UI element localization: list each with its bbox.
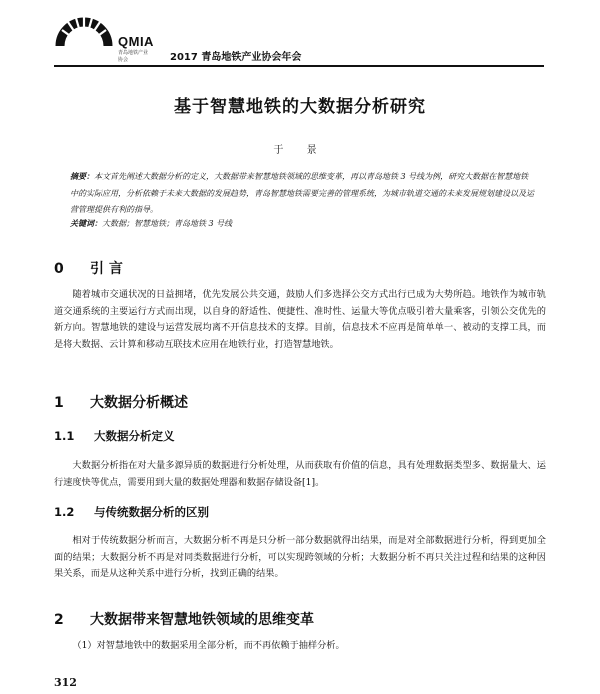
section-title: 大数据分析概述 (90, 395, 188, 411)
section-title: 引 言 (90, 261, 123, 277)
abstract (70, 168, 536, 219)
paragraph-intro: 随着城市交通状况的日益拥堵，优先发展公共交通，鼓励人们多选择公交方式出行已成为大势所趋。地铁作为城市轨道交通系统的主要运行方式而出现，以自身的舒适性、便捷性、准时性、运量大等优点吸引着大量乘客，引领公交优先的新方向。智慧地铁的建设与运营发展均离不开信息技术的支撑。目前，信息技术不应再是简单单一、被动的支撑工具，而是将大数据、云计算和移动互联技术应用在地铁行业，打造智慧地铁。 (54, 289, 546, 350)
subsection-heading-1-2 (54, 504, 209, 520)
abstract-text: 本文首先阐述大数据分析的定义，大数据带来智慧地铁领域的思维变革，再以青岛地铁 3 号线为例，研究大数据在智慧地铁中的实际应用，分析依赖于未来大数据的发展趋势，青岛智慧地铁需要完善的管理系统，为城市轨道交通的未来发展规划建设以及运营管理提供有利的指导。 (70, 172, 534, 214)
conference-name: 2017 青岛地铁产业协会年会 (170, 52, 302, 63)
subsection-number: 1.2 (54, 505, 75, 519)
keywords (70, 218, 536, 229)
subsection-title: 与传统数据分析的区别 (94, 505, 209, 519)
paragraph-difference: 相对于传统数据分析而言，大数据分析不再是只分析一部分数据就得出结果，而是对全部数据进行分析，得到更加全面的结果；大数据分析不再是对同类数据进行分析，可以实现跨领域的分析；大数据分析不再只关注过程和结果的这种因果关系，而是从这种关系中进行分析，找到正确的结果。 (54, 535, 546, 579)
subsection-heading-1-1 (54, 428, 175, 444)
author: 于 景 (273, 145, 327, 156)
header-divider (54, 65, 544, 67)
section-number: 0 (54, 261, 64, 277)
paragraph-thinking-change: （1）对智慧地铁中的数据采用全部分析，而不再依赖于抽样分析。 (72, 640, 345, 651)
abstract-label: 摘要： (70, 171, 94, 181)
page-number: 312 (54, 676, 77, 689)
paragraph-definition: 大数据分析指在对大量多源异质的数据进行分析处理，从而获取有价值的信息，具有处理数据类型多、数据量大、运行速度快等优点，需要用到大量的数据处理器和数据存储设备[1]。 (54, 460, 546, 488)
logo-subtitle: 青岛地铁产业协会 (118, 50, 149, 63)
qmia-logo (52, 6, 152, 70)
keywords-label: 关键词： (70, 218, 102, 228)
section-number: 1 (54, 395, 64, 411)
section-number: 2 (54, 612, 64, 628)
keywords-text: 大数据；智慧地铁；青岛地铁 3 号线 (102, 219, 233, 228)
subsection-number: 1.1 (54, 429, 75, 443)
logo-wordmark: QMIA (118, 34, 154, 49)
section-heading-1 (54, 392, 188, 412)
paper-title: 基于智慧地铁的大数据分析研究 (174, 97, 426, 117)
section-heading-2 (54, 609, 314, 629)
section-heading-0 (54, 258, 123, 278)
logo-emblem-icon (52, 6, 116, 54)
section-title: 大数据带来智慧地铁领域的思维变革 (90, 612, 314, 628)
subsection-title: 大数据分析定义 (94, 429, 175, 443)
